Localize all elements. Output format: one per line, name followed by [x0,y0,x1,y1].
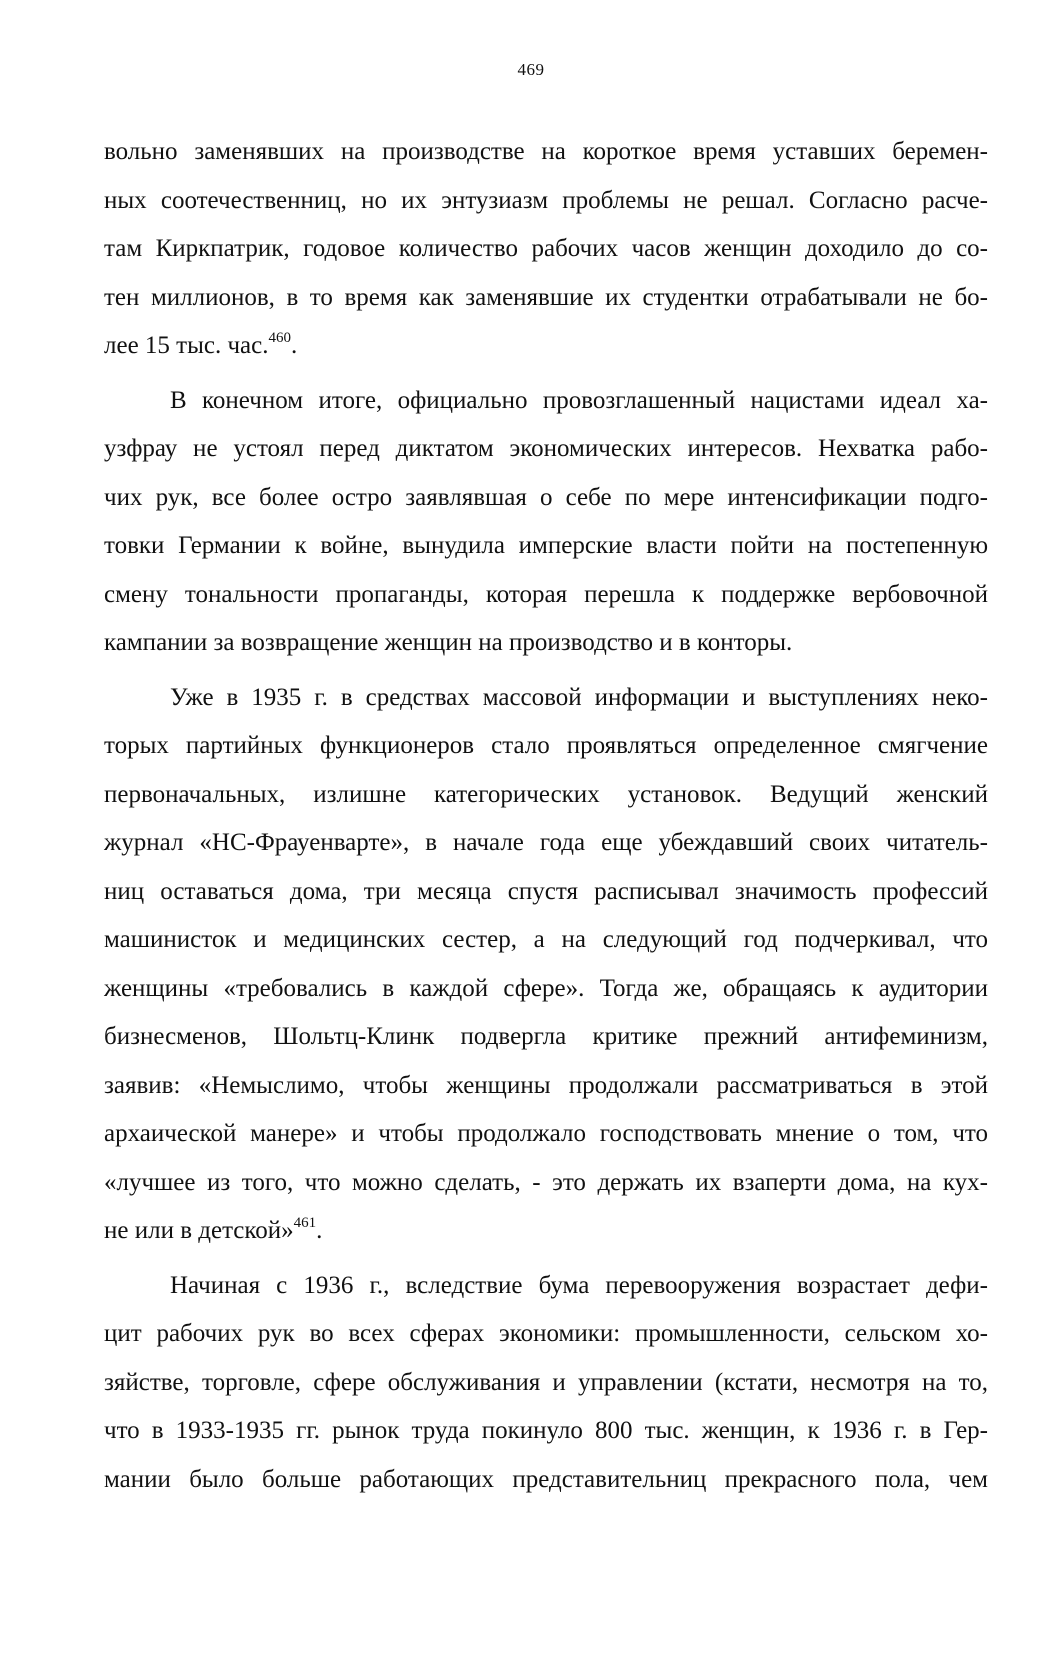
paragraph-4 [104,1262,988,1505]
paragraph-1 [104,128,988,371]
text-line: Уже в 1935 г. в средствах массовой информации и выступлениях неко- [170,683,988,711]
text-line: торых партийных функционеров стало проявляться определенное смягчение [104,732,988,759]
text-line: что в 1933-1935 гг. рынок труда покинуло 800 тыс. женщин, к 1936 г. в Гер- [104,1417,988,1444]
text-line: смену тональности пропаганды, которая перешла к поддержке вербовочной [104,580,988,608]
text-line [104,1207,988,1256]
text-line: кампании за возвращение женщин на производство и в конторы. [104,629,793,656]
text-line: узфрау не устоял перед диктатом экономических интересов. Нехватка рабо- [104,435,988,462]
footnote-ref-461[interactable]: 461 [293,1215,317,1231]
text-line [104,322,988,371]
line-text-tail: . [291,332,298,359]
text-line: тен миллионов, в то время как заменявшие их студентки отрабатывали не бо- [104,283,988,311]
text-line: бизнесменов, Шольтц-Клинк подвергла критике прежний антифеминизм, [104,1023,988,1050]
text-line: цит рабочих рук во всех сферах экономики: промышленности, сельском хо- [104,1320,988,1347]
text-line: чих рук, все более остро заявлявшая о себе по мере интенсификации подго- [104,483,988,511]
footnote-ref-460[interactable]: 460 [268,330,292,346]
text-line: Начиная с 1936 г., вследствие бума перевооружения возрастает дефи- [170,1271,988,1299]
text-line: архаической манере» и чтобы продолжало господствовать мнение о том, что [104,1120,988,1147]
text-line: «лучшее из того, что можно сделать, - это держать их взаперти дома, на кух- [104,1168,988,1196]
text-line: заявив: «Немыслимо, чтобы женщины продолжали рассматриваться в этой [104,1071,988,1099]
text-line: машинисток и медицинских сестер, а на следующий год подчеркивал, что [104,926,988,953]
text-line: ных соотечественниц, но их энтузиазм проблемы не решал. Согласно расче- [104,186,988,214]
line-text-tail: . [316,1217,323,1244]
text-line: товки Германии к войне, вынудила имперские власти пойти на постепенную [104,532,988,559]
line-text: не или в детской» [104,1217,294,1244]
text-line: В конечном итоге, официально провозглашенный нацистами идеал ха- [170,386,988,414]
paragraph-3 [104,674,988,1256]
page-number: 469 [517,60,545,79]
text-line: мании было больше работающих представительниц прекрасного пола, чем [104,1465,988,1493]
text-line: зяйстве, торговле, сфере обслуживания и управлении (кстати, несмотря на то, [104,1368,988,1396]
text-line: там Киркпатрик, годовое количество рабочих часов женщин доходило до со- [104,235,988,262]
text-line: первоначальных, излишне категорических установок. Ведущий женский [104,780,988,808]
text-line: вольно заменявших на производстве на короткое время уставших беремен- [104,138,988,165]
paragraph-2 [104,377,988,668]
body-text [104,128,988,1504]
line-text: лее 15 тыс. час. [104,332,269,359]
text-line: женщины «требовались в каждой сфере». Тогда же, обращаясь к аудитории [104,974,988,1002]
text-line: журнал «НС-Фрауенварте», в начале года еще убеждавший своих читатель- [104,829,988,856]
text-line: ниц оставаться дома, три месяца спустя расписывал значимость профессий [104,877,988,905]
